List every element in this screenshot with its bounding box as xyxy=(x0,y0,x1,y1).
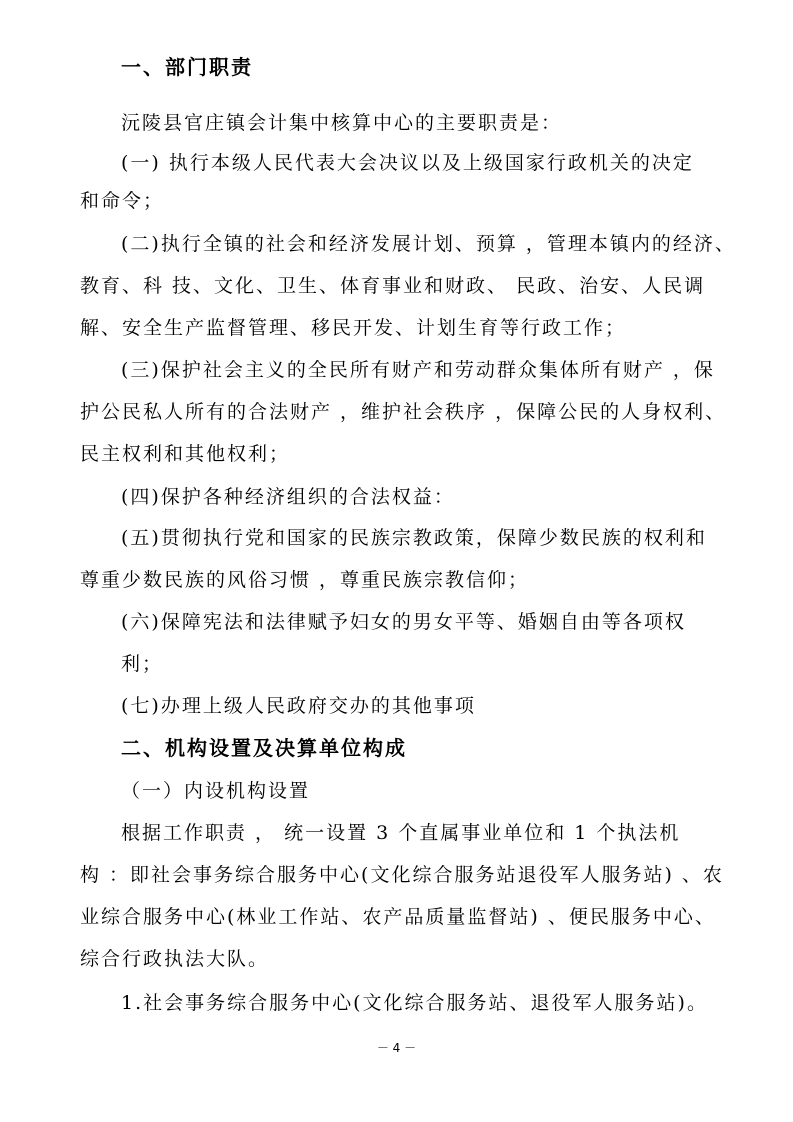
section-heading-structure: 二、机构设置及决算单位构成 xyxy=(121,736,407,760)
structure-item-1: 1.社会事务综合服务中心(文化综合服务站、退役军人服务站)。 xyxy=(121,992,708,1014)
duty-item-3-line-3: 民主权利和其他权利； xyxy=(80,443,291,465)
section-heading-duties: 一、部门职责 xyxy=(121,55,253,79)
duty-item-3-line-1: (三)保护社会主义的全民所有财产和劳动群众集体所有财产 ，保 xyxy=(121,359,715,381)
duty-item-5-line-2: 尊重少数民族的风俗习惯 ，尊重民族宗教信仰； xyxy=(80,569,530,591)
page-number: － 4 － xyxy=(376,1041,417,1055)
structure-paragraph-line-4: 综合行政执法大队。 xyxy=(80,948,270,970)
structure-paragraph-line-3: 业综合服务中心(林业工作站、农产品质量监督站) 、便民服务中心、 xyxy=(80,906,716,928)
duty-item-1-line-2: 和命令； xyxy=(80,190,165,212)
structure-paragraph-line-1: 根据工作职责 ， 统一设置 3 个直属事业单位和 1 个执法机 xyxy=(121,822,681,844)
subsection-heading-internal: （一）内设机构设置 xyxy=(121,780,311,802)
duty-item-1-line-1: (一) 执行本级人民代表大会决议以及上级国家行政机关的决定 xyxy=(121,152,694,174)
duty-item-2-line-3: 解、安全生产监督管理、移民开发、计划生育等行政工作； xyxy=(80,317,627,339)
duty-item-2-line-1: (二)执行全镇的社会和经济发展计划、预算 ，管理本镇内的经济、 xyxy=(121,233,736,255)
duty-item-2-line-2: 教育、科 技、文化、卫生、体育事业和财政、 民政、治安、人民调 xyxy=(80,275,706,297)
duties-intro: 沅陵县官庄镇会计集中核算中心的主要职责是： xyxy=(121,112,563,134)
duty-item-5-line-1: (五)贯彻执行党和国家的民族宗教政策，保障少数民族的权利和 xyxy=(121,527,707,549)
duty-item-6-line-1: (六)保障宪法和法律赋予妇女的男女平等、婚姻自由等各项权 xyxy=(121,611,686,633)
duty-item-4: (四)保护各种经济组织的合法权益： xyxy=(121,486,455,508)
structure-paragraph-line-2: 构 ：即社会事务综合服务中心(文化综合服务站退役军人服务站) 、农 xyxy=(80,864,724,886)
duty-item-3-line-2: 护公民私人所有的合法财产 ，维护社会秩序 ，保障公民的人身权利、 xyxy=(80,401,727,423)
duty-item-6-line-2: 利； xyxy=(121,653,164,675)
duty-item-7: (七)办理上级人民政府交办的其他事项 xyxy=(121,695,476,717)
